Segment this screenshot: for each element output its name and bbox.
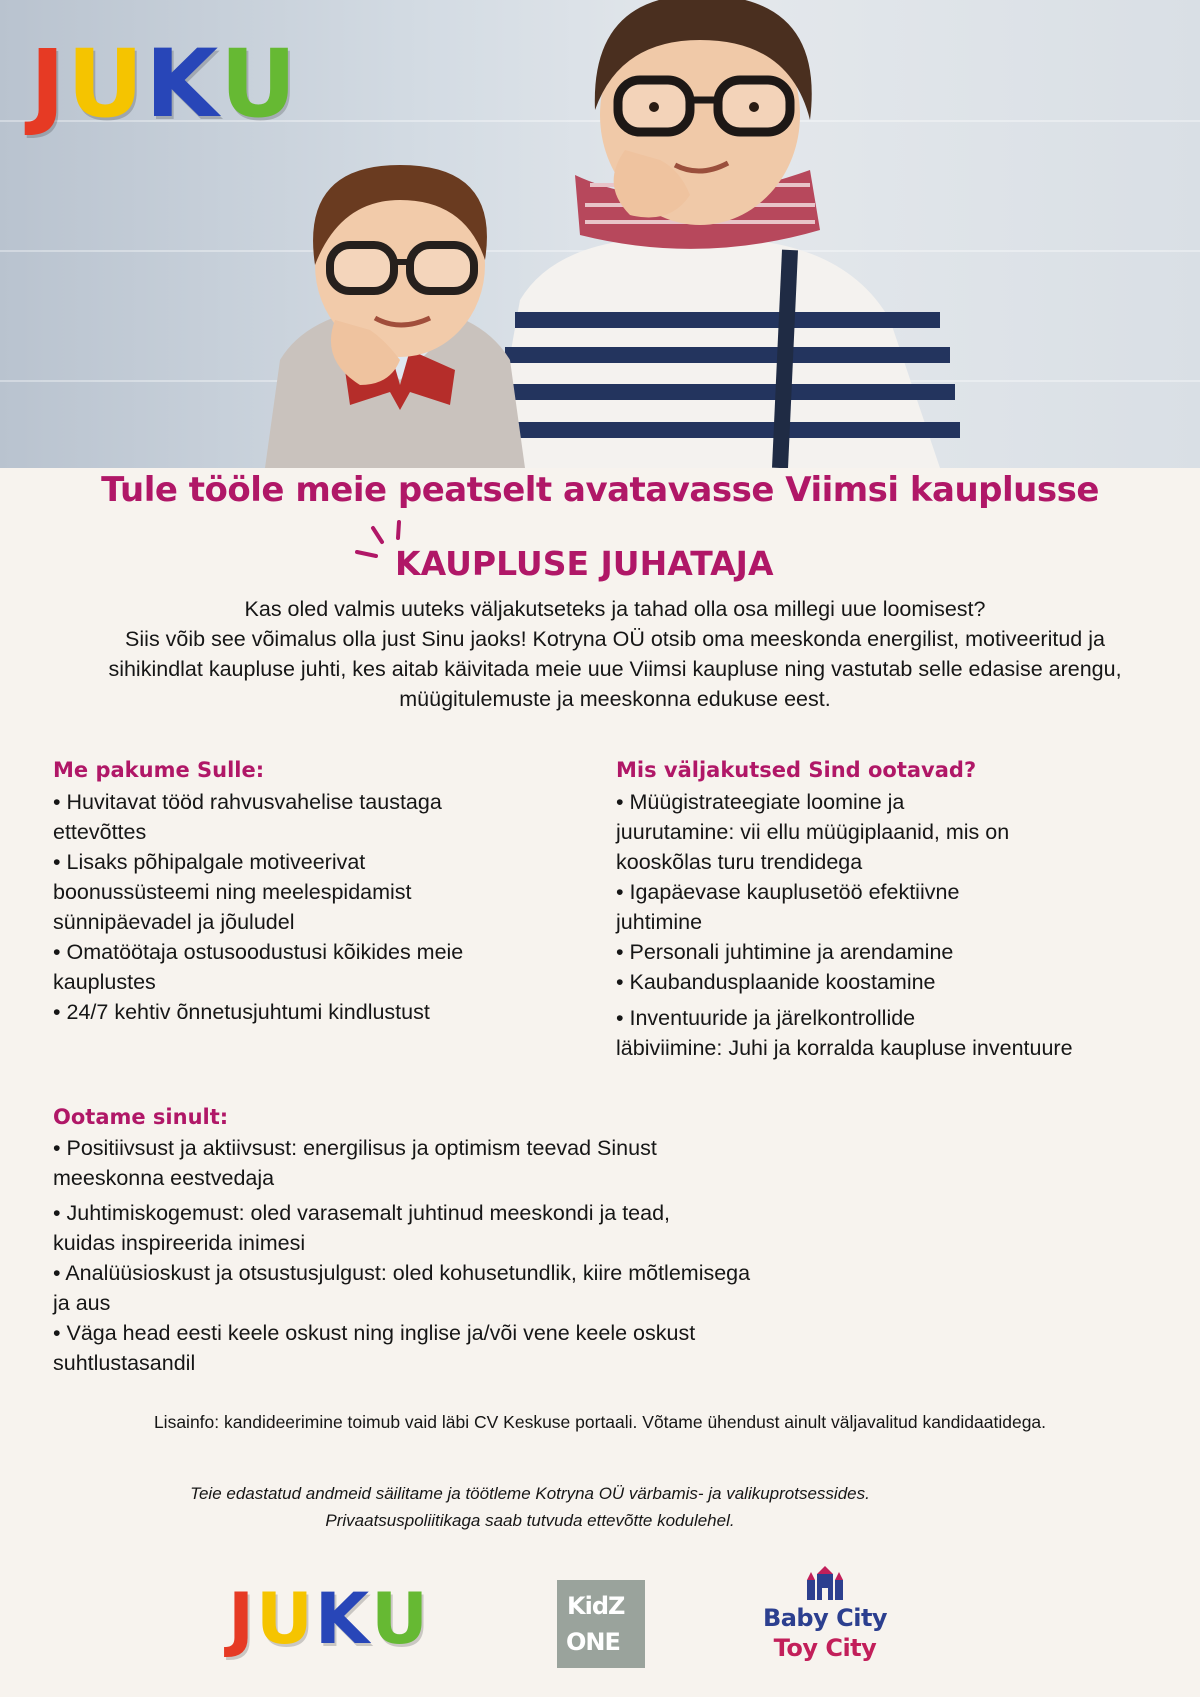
list-item: • Juhtimiskogemust: oled varasemalt juhtinud meeskondi ja tead, [53, 1201, 671, 1225]
list-item: • Analüüsioskust ja otsustusjulgust: oled kohusetundlik, kiire mõtlemisega [53, 1261, 751, 1285]
intro-line: sihikindlat kaupluse juhti, kes aitab käivitada meie uue Viimsi kaupluse ning vastutab selle edasise arengu, [108, 657, 1122, 681]
list-item: • Müügistrateegiate loomine ja [616, 790, 905, 814]
privacy-note [100, 1480, 960, 1534]
list-item: ettevõttes [53, 820, 147, 844]
list-item: kauplustes [53, 970, 156, 994]
list-item: • Personali juhtimine ja arendamine [616, 940, 954, 964]
hero-photo [0, 0, 1200, 468]
juku-letter-1: J [228, 1578, 255, 1660]
list-item: boonussüsteemi ning meelespidamist [53, 880, 412, 904]
list-item: ja aus [53, 1291, 111, 1315]
list-item: • Omatöötaja ostusoodustusi kõikides meie [53, 940, 464, 964]
list-item: • Lisaks põhipalgale motiveerivat [53, 850, 366, 874]
babycity-logo [750, 1566, 900, 1662]
privacy-line: Teie edastatud andmeid säilitame ja töötleme Kotryna OÜ värbamis- ja valikuprotsessides. [190, 1484, 870, 1503]
juku-letter-3: K [145, 30, 219, 139]
list-item: • Väga head eesti keele oskust ning inglise ja/või vene keele oskust [53, 1321, 696, 1345]
list-item: • Igapäevase kauplusetöö efektiivne [616, 880, 960, 904]
juku-letter-4: U [220, 30, 297, 139]
privacy-line: Privaatsuspoliitikaga saab tutvuda ettevõtte kodulehel. [325, 1511, 735, 1530]
juku-logo-footer [228, 1578, 428, 1660]
castle-icon [803, 1566, 847, 1602]
juku-letter-1: J [30, 30, 65, 139]
intro-text [40, 594, 1190, 714]
juku-logo-top [30, 30, 297, 139]
headline: Tule tööle meie peatselt avatavasse Viimsi kauplusse [101, 470, 1099, 510]
list-item: meeskonna eestvedaja [53, 1166, 275, 1190]
list-item: kuidas inspireerida inimesi [53, 1231, 306, 1255]
list-item: • Inventuuride ja järelkontrollide [616, 1006, 916, 1030]
babycity-logo-line1: Baby City [762, 1604, 888, 1632]
list-item: juurutamine: vii ellu müügiplaanid, mis on [616, 820, 1010, 844]
juku-letter-2: U [256, 1578, 313, 1660]
challenges-heading: Mis väljakutsed Sind ootavad? [616, 758, 977, 782]
list-item: suhtlustasandil [53, 1351, 196, 1375]
children-photo [250, 0, 1200, 468]
challenges-list [616, 787, 1176, 1063]
list-item: • 24/7 kehtiv õnnetusjuhtumi kindlustust [53, 1000, 430, 1024]
babycity-logo-line2: Toy City [773, 1634, 877, 1662]
kidzone-logo-line2: ONE [566, 1628, 620, 1656]
expect-list [53, 1133, 953, 1378]
offer-heading: Me pakume Sulle: [53, 758, 265, 782]
intro-line: Kas oled valmis uuteks väljakutseteks ja tahad olla osa millegi uue loomisest? [244, 597, 986, 621]
additional-info: Lisainfo: kandideerimine toimub vaid läbi CV Keskuse portaali. Võtame ühendust ainult väljavalitud kandidaatidega. [153, 1412, 1047, 1432]
kidzone-logo [557, 1580, 645, 1668]
list-item: • Huvitavat tööd rahvusvahelise taustaga [53, 790, 442, 814]
kidzone-logo-line1: KidZ [567, 1592, 625, 1620]
juku-letter-2: U [66, 30, 144, 139]
list-item: • Kaubandusplaanide koostamine [616, 970, 936, 994]
job-title: KAUPLUSE JUHATAJA [395, 544, 774, 583]
offer-list [53, 787, 573, 1027]
intro-line: müügitulemuste ja meeskonna edukuse eest. [399, 687, 831, 711]
juku-letter-3: K [314, 1578, 370, 1660]
list-item: juhtimine [616, 910, 703, 934]
list-item: kooskõlas turu trendidega [616, 850, 863, 874]
juku-letter-4: U [371, 1578, 428, 1660]
expect-heading: Ootame sinult: [53, 1105, 229, 1129]
intro-line: Siis võib see võimalus olla just Sinu jaoks! Kotryna OÜ otsib oma meeskonda energilist, motiveeritud ja [125, 627, 1105, 651]
list-item: sünnipäevadel ja jõuludel [53, 910, 295, 934]
list-item: • Positiivsust ja aktiivsust: energilisus ja optimism teevad Sinust [53, 1136, 657, 1160]
list-item: läbiviimine: Juhi ja korralda kaupluse inventuure [616, 1036, 1073, 1060]
